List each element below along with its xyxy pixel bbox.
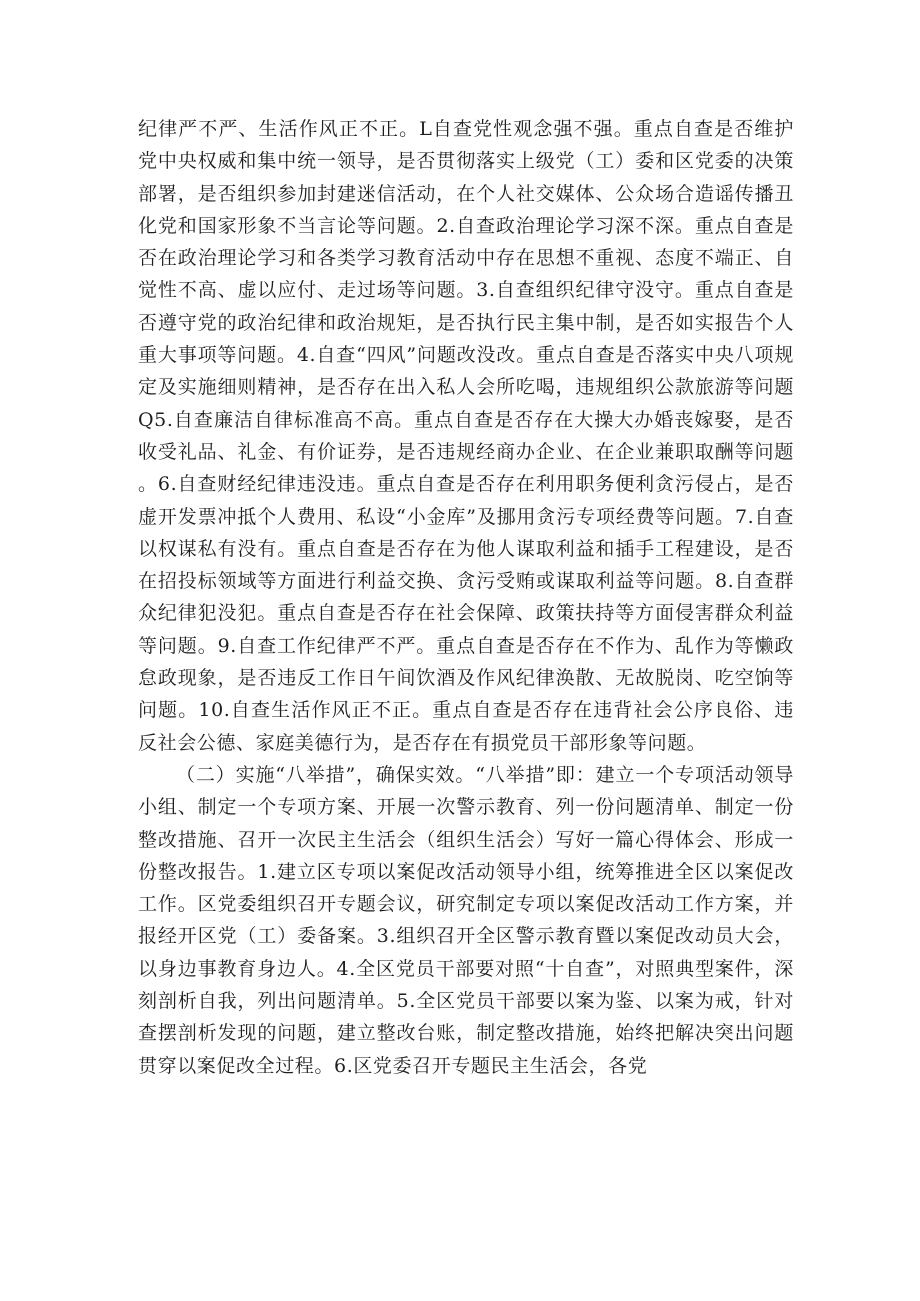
paragraph-self-inspection: 纪律严不严、生活作风正不正。L自查党性观念强不强。重点自查是否维护党中央权威和集中统一领导，是否贯彻落实上级党（工）委和区党委的决策部署，是否组织参加封建迷信活动，在个人社交媒体、公众场合造谣传播丑化党和国家形象不当言论等问题。2.自查政治理论学习深不深。重点自查是否在政治理论学习和各类学习教育活动中存在思想不重视、态度不端正、自觉性不高、虚以应付、走过场等问题。3.自查组织纪律守没守。重点自查是否遵守党的政治纪律和政治规矩，是否执行民主集中制，是否如实报告个人重大事项等问题。4.自查“四风”问题改没改。重点自查是否落实中央八项规定及实施细则精神，是否存在出入私人会所吃喝，违规组织公款旅游等问题Q5.自查廉洁自律标准高不高。重点自查是否存在大操大办婚丧嫁娶，是否收受礼品、礼金、有价证券，是否违规经商办企业、在企业兼职取酬等问题。6.自查财经纪律违没违。重点自查是否存在利用职务便利贪污侵占，是否虚开发票冲抵个人费用、私设“小金库”及挪用贪污专项经费等问题。7.自查以权谋私有没有。重点自查是否存在为他人谋取利益和插手工程建设，是否在招投标领域等方面进行利益交换、贪污受贿或谋取利益等问题。8.自查群众纪律犯没犯。重点自查是否存在社会保障、政策扶持等方面侵害群众利益等问题。9.自查工作纪律严不严。重点自查是否存在不作为、乱作为等懒政怠政现象，是否违反工作日午间饮酒及作风纪律涣散、无故脱岗、吃空饷等问题。10.自查生活作风正不正。重点自查是否存在违背社会公序良俗、违反社会公德、家庭美德行为，是否存在有损党员干部形象等问题。 — [138, 118, 794, 754]
document-page — [138, 113, 794, 1082]
paragraph-eight-measures: （二）实施“八举措”，确保实效。“八举措”即：建立一个专项活动领导小组、制定一个专项方案、开展一次警示教育、列一份问题清单、制定一份整改措施、召开一次民主生活会（组织生活会）写好一篇心得体会、形成一份整改报告。1.建立区专项以案促改活动领导小组，统筹推进全区以案促改工作。区党委组织召开专题会议，研究制定专项以案促改活动工作方案，并报经开区党（工）委备案。3.组织召开全区警示教育暨以案促改动员大会，以身边事教育身边人。4.全区党员干部要对照“十自查”，对照典型案件，深刻剖析自我，列出问题清单。5.全区党员干部要以案为鉴、以案为戒，针对查摆剖析发现的问题，建立整改台账，制定整改措施，始终把解决突出问题贯穿以案促改全过程。6.区党委召开专题民主生活会，各党 — [138, 763, 794, 1077]
